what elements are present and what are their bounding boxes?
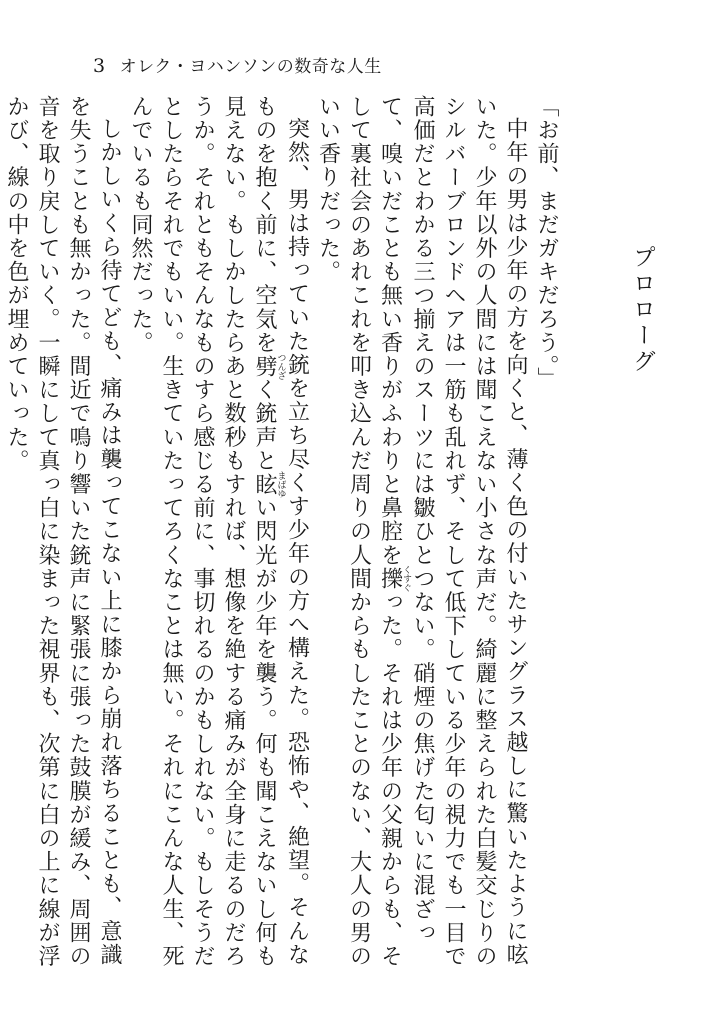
vertical-body-text bbox=[4, 95, 657, 975]
paragraph-4 bbox=[1, 95, 125, 975]
dialogue-line: 「お前、まだガキだろう。」 bbox=[534, 95, 559, 391]
paragraph-3 bbox=[125, 95, 313, 975]
paragraph-2-text: 中年の男は少年の方を向くと、薄く色の付いたサングラス越しに驚いたように呟いた。少年以外の人間には聞こえない小さな声だ。綺麗に整えられた白髪交じりのシルバーブロンドヘアは一筋も乱れず、そして低下している少年の視力でも一目で高価だとわかる三つ揃えのスーツには皺ひとつない。硝煙の焦げた匂いに混ざって、嗅いだことも無い香りがふわりと鼻腔を bbox=[377, 95, 528, 969]
book-title: オレク・ヨハンソンの数奇な人生 bbox=[119, 57, 382, 77]
ruby-kusugu bbox=[377, 565, 411, 593]
paragraph-dialogue bbox=[531, 95, 562, 975]
paragraph-3-text-b: く銃声と bbox=[252, 378, 277, 473]
ruby-reading: つんざ bbox=[275, 352, 286, 380]
page-number: 3 bbox=[93, 55, 106, 77]
ruby-base: 擽 bbox=[377, 565, 403, 593]
paragraph-2-cont: った。それは少年の父親からも、そして裏社会のあれこれを叩き込んだ周りの人間からもしたことのない、大人の男のいい香りだった。 bbox=[315, 95, 403, 969]
paragraph-2 bbox=[313, 95, 532, 975]
ruby-base: 劈 bbox=[252, 352, 277, 380]
running-header bbox=[93, 52, 382, 77]
paragraph-4-text: しかしいくら待てども、痛みは襲ってこない上に膝から崩れ落ちることも、意識を失うことも無かった。間近で鳴り響いた銃声に緊張に張った鼓膜が緩み、周囲の音を取り戻していく。一瞬にして真っ白に染まった視界も、次第に白の上に線が浮かび、線の中を色が埋めていった。 bbox=[4, 95, 122, 969]
ruby-tsunza bbox=[252, 352, 286, 380]
ruby-mabayu bbox=[252, 470, 286, 498]
ruby-reading: くすぐ bbox=[401, 565, 411, 593]
chapter-title: プロローグ bbox=[629, 245, 655, 375]
ruby-base: 眩 bbox=[252, 470, 277, 498]
paragraph-3-text-c: い閃光が少年を襲う。何も聞こえないし何も見えない。もしかしたらあと数秒もすれば、想像を絶する痛みが全身に走るのだろうか。それともそんなものすら感じる前に、事切れるのかもしれない。もしそうだとしたらそれでもいい。生きていたってろくなことは無い。それにこんな人生、死んでいるも同然だった。 bbox=[128, 95, 277, 969]
paragraph-3-text-a: 突然、男は持っていた銃を立ち尽くす少年の方へ構えた。恐怖や、絶望。そんなものを抱く前に、空気を bbox=[252, 95, 310, 967]
ruby-reading: まばゆ bbox=[275, 470, 286, 498]
